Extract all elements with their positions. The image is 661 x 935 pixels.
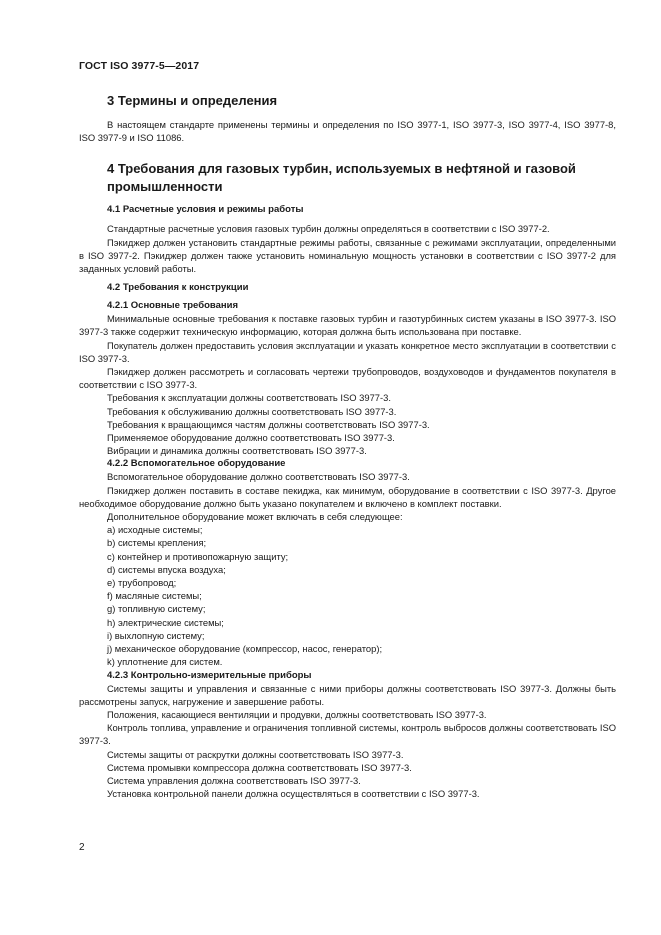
section-4-2-2-paragraph: Пэкиджер должен поставить в составе пекиджа, как минимум, оборудование в соответствии с ISO 3977-3. Другое необходимое оборудование должно быть указано покупателем и включено в комплект поставки.	[79, 484, 616, 509]
section-4-2-1-paragraph: Требования к вращающимся частям должны соответствовать ISO 3977-3.	[107, 418, 430, 430]
section-4-2-title: 4.2 Требования к конструкции	[107, 282, 249, 294]
section-4-2-3-paragraph: Система управления должна соответствовать ISO 3977-3.	[107, 774, 361, 786]
section-4-2-1-paragraph: Покупатель должен предоставить условия эксплуатации и указать конкретное место эксплуатации в соответствии с ISO 3977-3.	[79, 339, 616, 364]
section-4-2-3-paragraph: Системы защиты от раскрутки должны соответствовать ISO 3977-3.	[107, 748, 404, 760]
section-4-2-3-paragraph: Системы защиты и управления и связанные с ними приборы должны соответствовать ISO 3977-3. Должны быть рассмотрены запуск, нагружение и завершение работы.	[79, 682, 616, 707]
list-item: a) исходные системы;	[107, 524, 203, 536]
section-4-2-1-paragraph: Требования к обслуживанию должны соответствовать ISO 3977-3.	[107, 405, 397, 417]
list-item: f) масляные системы;	[107, 590, 202, 602]
section-4-2-1-paragraph: Применяемое оборудование должно соответствовать ISO 3977-3.	[107, 432, 395, 444]
list-item: c) контейнер и противопожарную защиту;	[107, 550, 289, 562]
section-4-2-1-paragraph: Минимальные основные требования к поставке газовых турбин и газотурбинных систем указаны в ISO 3977-3. ISO 3977-3 также содержит техническую информацию, которая должна быть использована при поставке.	[79, 313, 616, 338]
list-item: e) трубопровод;	[107, 577, 177, 589]
section-4-2-3-paragraph: Установка контрольной панели должна осуществляться в соответствии с ISO 3977-3.	[107, 788, 480, 800]
section-3-paragraph: В настоящем стандарте применены термины и определения по ISO 3977-1, ISO 3977-3, ISO 3977-4, ISO 3977-8, ISO 3977-9 и ISO 11086.	[79, 119, 616, 144]
list-item: h) электрические системы;	[107, 616, 224, 628]
list-item: i) выхлопную систему;	[107, 629, 205, 641]
section-4-1-paragraph: Пэкиджер должен установить стандартные режимы работы, связанные с режимами эксплуатации, определенными в ISO 3977-2. Пэкиджер должен также установить номинальную мощность установки в соответствии с ISO 3977-2 для заданных условий работы.	[79, 236, 616, 275]
section-4-2-3-paragraph: Контроль топлива, управление и ограничения топливной системы, контроль выбросов должны соответствовать ISO 3977-3.	[79, 722, 616, 747]
section-4-2-1-paragraph: Вибрации и динамика должны соответствовать ISO 3977-3.	[107, 445, 367, 457]
section-4-2-1-paragraph: Пэкиджер должен рассмотреть и согласовать чертежи трубопроводов, воздуховодов и фундаментов покупателя в соответствии с ISO 3977-3.	[79, 366, 616, 391]
section-4-2-1-paragraph: Требования к эксплуатации должны соответствовать ISO 3977-3.	[107, 392, 391, 404]
document-header: ГОСТ ISO 3977-5—2017	[79, 60, 200, 72]
list-item: b) системы крепления;	[107, 537, 207, 549]
section-4-title: 4 Требования для газовых турбин, используемых в нефтяной и газовой промышленности	[107, 161, 576, 195]
section-4-2-2-title: 4.2.2 Вспомогательное оборудование	[107, 458, 286, 470]
section-4-1-paragraph: Стандартные расчетные условия газовых турбин должны определяться в соответствии с ISO 3977-2.	[107, 223, 550, 235]
page-number: 2	[79, 842, 85, 853]
list-item: d) системы впуска воздуха;	[107, 563, 226, 575]
section-4-1-title: 4.1 Расчетные условия и режимы работы	[107, 204, 304, 216]
section-4-2-2-paragraph: Дополнительное оборудование может включать в себя следующее:	[107, 511, 403, 523]
list-item: j) механическое оборудование (компрессор, насос, генератор);	[107, 643, 383, 655]
section-4-2-3-paragraph: Система промывки компрессора должна соответствовать ISO 3977-3.	[107, 761, 412, 773]
list-item: k) уплотнение для систем.	[107, 656, 223, 668]
section-4-2-3-paragraph: Положения, касающиеся вентиляции и продувки, должны соответствовать ISO 3977-3.	[107, 708, 487, 720]
list-item: g) топливную систему;	[107, 603, 206, 615]
section-4-2-2-paragraph: Вспомогательное оборудование должно соответствовать ISO 3977-3.	[107, 471, 410, 483]
section-4-2-3-title: 4.2.3 Контрольно-измерительные приборы	[107, 669, 312, 681]
page-content	[79, 92, 616, 800]
section-4-2-1-title: 4.2.1 Основные требования	[107, 300, 239, 312]
section-3-title: 3 Термины и определения	[107, 93, 278, 108]
